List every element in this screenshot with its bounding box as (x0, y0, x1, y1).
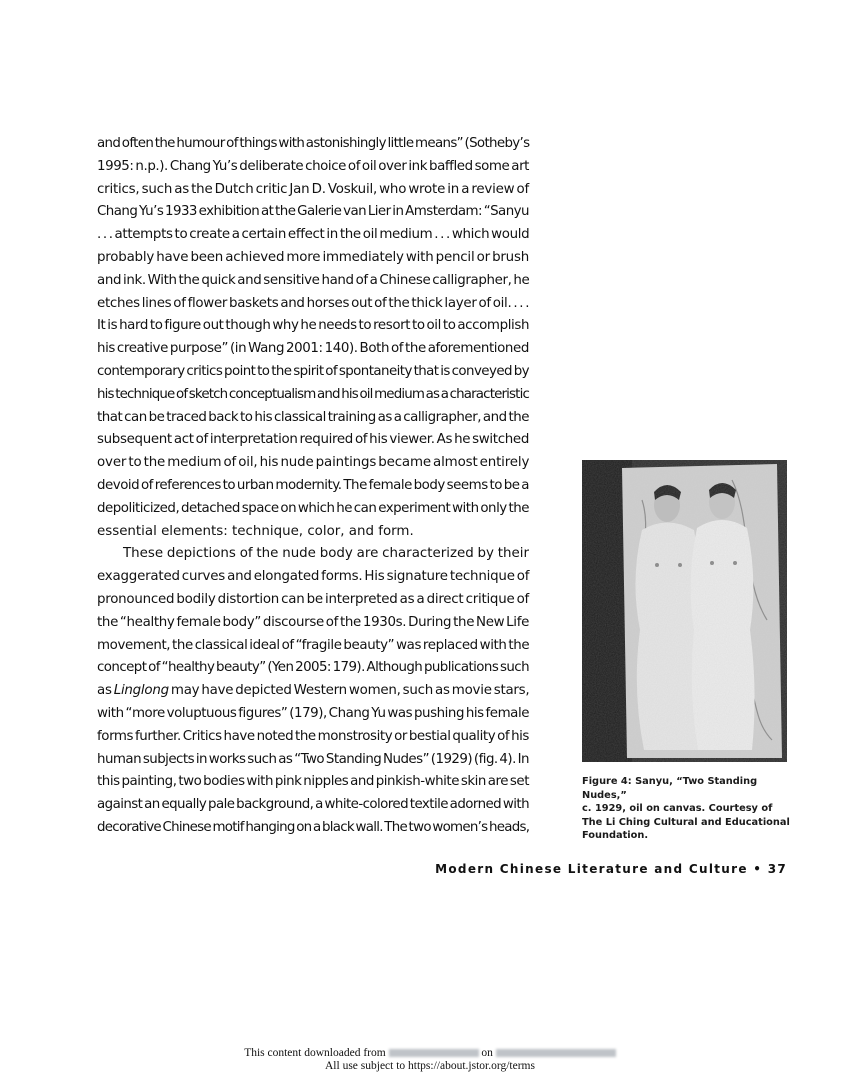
body-line: etches lines of flower baskets and horses out of the thick layer of oil. . . . (97, 295, 530, 311)
body-line: concept of “healthy beauty” (Yen 2005: 179). Although publications such (97, 660, 529, 676)
body-line: movement, the classical ideal of “fragile beauty” was replaced with the (97, 637, 530, 653)
body-line: with “more voluptuous figures” (179), Chang Yu was pushing his female (97, 705, 529, 721)
download-notice (0, 1047, 860, 1073)
terms-link[interactable]: All use subject to https://about.jstor.org/terms (325, 1060, 535, 1072)
redacted-date (496, 1049, 616, 1057)
text-run: may have depicted Western women, such as movie stars, (168, 683, 530, 699)
body-line: It is hard to figure out though why he needs to resort to oil to accomplish (97, 318, 530, 334)
body-line: critics, such as the Dutch critic Jan D. Voskuil, who wrote in a review of (97, 181, 529, 197)
figure-painting-two-standing-nudes (582, 460, 787, 762)
body-line: essential elements: technique, color, and form. (97, 523, 414, 539)
body-line: Chang Yu’s 1933 exhibition at the Galerie van Lier in Amsterdam: “Sanyu (97, 204, 529, 220)
download-on: on (481, 1047, 493, 1059)
body-text (97, 133, 529, 840)
body-line: probably have been achieved more immediately with pencil or brush (97, 249, 529, 265)
body-line: and ink. With the quick and sensitive hand of a Chinese calligrapher, he (97, 272, 530, 288)
body-line: his creative purpose” (in Wang 2001: 140). Both of the aforementioned (97, 341, 529, 357)
figure-caption (582, 775, 792, 843)
body-line: These depictions of the nude body are characterized by their (123, 546, 529, 562)
body-line: his technique of sketch conceptualism and his oil medium as a characteristic (97, 386, 529, 402)
body-line: decorative Chinese motif hanging on a black wall. The two women’s heads, (97, 819, 530, 835)
body-line: subsequent act of interpretation required of his viewer. As he switched (97, 432, 529, 448)
body-line: human subjects in works such as “Two Standing Nudes” (1929) (fig. 4). In (97, 751, 529, 767)
caption-line: c. 1929, oil on canvas. Courtesy of (582, 803, 773, 814)
body-line: contemporary critics point to the spirit of spontaneity that is conveyed by (97, 363, 529, 379)
body-line: over to the medium of oil, his nude paintings became almost entirely (97, 455, 530, 471)
text-run: as (97, 683, 114, 699)
body-line: pronounced bodily distortion can be interpreted as a direct critique of (97, 591, 529, 607)
italic-title: Linglong (113, 683, 169, 699)
download-text: This content downloaded from (244, 1047, 386, 1059)
body-line: that can be traced back to his classical training as a calligrapher, and the (97, 409, 529, 425)
redacted-ip (389, 1049, 479, 1057)
body-line: . . . attempts to create a certain effect in the oil medium . . . which would (97, 227, 530, 243)
body-line: forms further. Critics have noted the monstrosity or bestial quality of his (97, 728, 529, 744)
body-line: devoid of references to urban modernity. The female body seems to be a (97, 477, 530, 493)
caption-line: The Li Ching Cultural and Educational (582, 816, 790, 828)
body-line: 1995: n.p.). Chang Yu’s deliberate choice of oil over ink baffled some art (97, 158, 529, 174)
body-line (97, 680, 529, 703)
body-line: the “healthy female body” discourse of the 1930s. During the New Life (97, 614, 529, 630)
body-line: exaggerated curves and elongated forms. His signature technique of (97, 569, 530, 585)
caption-line: Foundation. (582, 830, 649, 841)
running-footer-page-number: Modern Chinese Literature and Culture • 37 (435, 862, 787, 876)
body-line: depoliticized, detached space on which he can experiment with only the (97, 500, 530, 516)
body-line: and often the humour of things with astonishingly little means” (Sotheby’s (97, 136, 530, 151)
body-line: against an equally pale background, a white-colored textile adorned with (97, 797, 529, 813)
body-line: this painting, two bodies with pink nipples and pinkish-white skin are set (97, 774, 529, 790)
caption-line: Figure 4: Sanyu, “Two Standing Nudes,” (582, 776, 758, 801)
